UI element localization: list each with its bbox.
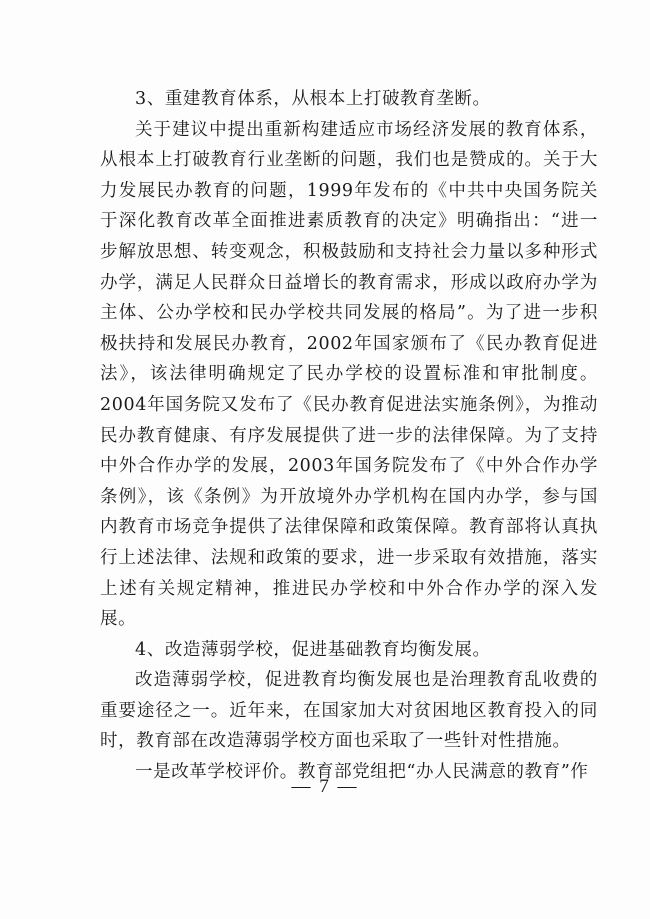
paragraph-private-education: 关于建议中提出重新构建适应市场经济发展的教育体系，从根本上打破教育行业垄断的问题，我们也是赞成的。关于大力发展民办教育的问题，1999年发布的《中共中央国务院关于深化教育改革全面推进素质教育的决定》明确指出：“进一步解放思想、转变观念，积极鼓励和支持社会力量以多种形式办学，满足人民群众日益增长的教育需求，形成以政府办学为主体、公办学校和民办学校共同发展的格局”。为了进一步积极扶持和发展民办教育，2002年国家颁布了《民办教育促进法》，该法律明确规定了民办学校的设置标准和审批制度。2004年国务院又发布了《民办教育促进法实施条例》，为推动民办教育健康、有序发展提供了进一步的法律保障。为了支持中外合作办学的发展，2003年国务院发布了《中外合作办学条例》，该《条例》为开放境外办学机构在国内办学，参与国内教育市场竞争提供了法律保障和政策保障。教育部将认真执行上述法律、法规和政策的要求，进一步采取有效措施，落实上述有关规定精神，推进民办学校和中外合作办学的深入发展。	[100, 119, 598, 630]
paragraph-school-evaluation: 一是改革学校评价。教育部党组把“办人民满意的教育”作	[135, 762, 589, 783]
section-heading-4: 4、改造薄弱学校，促进基础教育均衡发展。	[135, 639, 491, 660]
paragraph-weak-schools: 改造薄弱学校，促进教育均衡发展也是治理教育乱收费的重要途径之一。近年来，在国家加大对贫困地区教育投入的同时，教育部在改造薄弱学校方面也采取了一些针对性措施。	[100, 670, 598, 752]
page-number: — 7 —	[291, 776, 359, 797]
document-body	[100, 84, 598, 788]
section-heading-3: 3、重建教育体系，从根本上打破教育垄断。	[135, 89, 491, 109]
